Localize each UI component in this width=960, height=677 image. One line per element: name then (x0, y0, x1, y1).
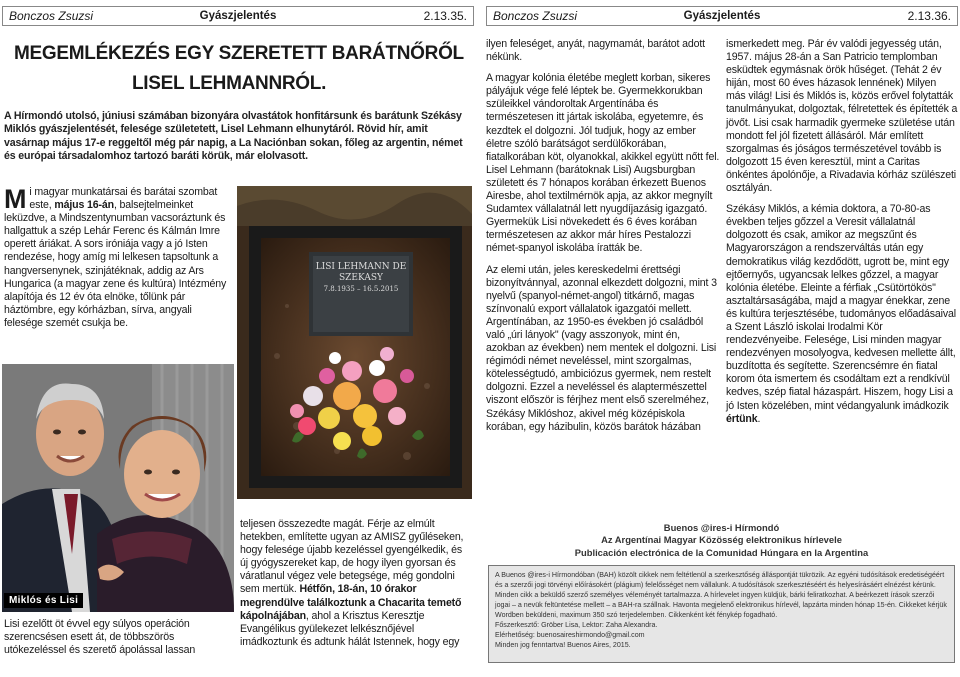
paragraph: Az elemi után, jeles kereskedelmi érettségi bizonyítvánnyal, azonnal elkezdett dolgozni, mint 3 nyelvű (spanyol-német-angol) titkárnő, magas színvonalú export vállalatok igazgatói mellett. Argentínában, az 1950-es években jó családból való „úri lányok" (vagy asszonyok, mint én, azokban az években) nem mentek el dolgozni. Lisi régimódi német neveléssel, mint szorgalmas, kötelességtudó, ambiciózus gyermek, nem restelt dolgozni. Ezzel a neveléssel és alaptermészettel viszont először is férjhez ment első szerelméhez, Székásy Miklóshoz, akivel még középiskola korában, egy házibulin, közös barátok házában (486, 263, 717, 433)
imprint-body (488, 565, 955, 663)
newsletter-subtitle-es: Publicación electrónica de la Comunidad Húngara en la Argentina (574, 546, 869, 558)
right-column-1 (486, 38, 720, 442)
newsletter-name: Buenos @ires-i Hírmondó (663, 522, 780, 533)
middle-column-bottom: teljesen összezedte magát. Férje az elmúlt hetekben, említette ugyan az AMISZ gyűléseken, hogy felesége újabb kezeléssel gyengélkedik, és új gyógyszereket kap, de hogy ilyen gyorsan és váratlanul végez vele betegsége, még gondolni sem mertük. Hétfőn, 18-án, 10 órakor megrendülve találkoztunk a Chacarita temető kápolnájában, ahol a Krisztus Keresztje Evangélikus gyülekezet lelkésznőjével imádkoztunk és adtunk hálát Istennek, hogy egy (240, 518, 464, 648)
imprint-heading (488, 514, 955, 559)
right-column-2 (726, 38, 958, 434)
header-author: Bonczos Zsuzsi (493, 9, 578, 23)
grave-inscription: LISI LEHMANN DE SZEKASY 7.8.1935 – 16.5.2015 (315, 262, 407, 293)
imprint-rights: Minden jog fenntartva! Buenos Aires, 2015. (495, 641, 631, 650)
header-section: Gyászjelentés (199, 10, 277, 22)
article-title-line2: LISEL LEHMANNRÓL. (132, 73, 327, 94)
header-author: Bonczos Zsuzsi (9, 9, 94, 23)
left-page (0, 2, 478, 675)
paragraph: Székásy Miklós, a kémia doktora, a 70-80-as években teljes gőzzel a Veresit vállalatnál dolgozott és csak, amikor az megszűnt és Magyarországon a rendszerváltás után egy demokratikus világ kezdődött, ugrott be, mint egy ejtőernyős, ugyancsak lelkes gőzzel, a magyar kolónia életébe. Eleinte a férfiak „Csütörtökös" asztaltársaságába, majd a magyar énekkar, zene és kultúra terjesztésébe, tudományos előadásaival a Szent László iskolai Irodalmi Kör rendezvényeibe. Felesége, Lisi minden magyar rendezvényen mosolyogva, kedvesen mellette állt, buzdította és segítette. Szerencsémre én fiatal korom óta ismertem és csodáltam ezt a rendkívül kedves, szép fiatal házaspárt. Hiszem, hogy Lisi a jó Isten közelében, mint védangyalunk imádkozik értünk. (726, 203, 956, 425)
right-page (484, 2, 960, 675)
grave-photo-illustration (237, 186, 472, 499)
imprint-disclaimer: A Buenos @ires-i Hírmondóban (BAH) közölt cikkek nem feltétlenül a szerkesztőség álláspontját tükrözik. Az egyéni tudósítások eredetiségéért és a szerzői jogi törvényi előírásokért (plágium) felelősséget nem vállalunk. A tudósítások szerkesztéséért és helyesírásáért elnézést kérünk. Minden cikk a beküldő szerző személyes véleményét tartalmazza. A hírlevelet ingyen küldjük, bárki feliratkozhat. A beérkezett írások szerzői jogai – a nevük feltüntetése mellett – a BAH-ra szállnak. Havonta megjelenő elektronikus hírlevél, lapzárta minden hónap 15-én. Cikkeket kérjük Wordben beküldeni, maximum 350 szó terjedelemben. Cikkenként két fénykép fogadható. (495, 571, 947, 620)
drop-cap: M (4, 184, 27, 214)
couple-photo-illustration (2, 364, 234, 612)
newsletter-imprint (488, 514, 955, 674)
imprint-email: Elérhetőség: buenosaireshirmondo@gmail.com (495, 631, 645, 640)
left-column-bottom: Lisi ezelőtt öt évvel egy súlyos operáción szerencsésen esett át, de többszörös utókezeléssel és szerető ápolással lassan (4, 618, 196, 657)
right-header (486, 6, 958, 26)
left-header (2, 6, 474, 26)
left-column-body: Mi magyar munkatársai és barátai szombat este, május 16-án, balsejtelmeinket leküzdve, a Mindszentynumban vacsoráztunk és hallgattuk a szép Lehár Ferenc és Kálmán Imre operett áriákat. A sors iróniája vagy a jó Isten rendezése, hogy amíg mi lelkesen tapsoltunk a hangversenynek, szinjátéknak, addig az Ars Hungarica (a magyar zene és kultúra) Intézmény alapítója és 12 év óta elnöke, tőlünk pár háztömbre, egy kórházban, sírva, angyali felesége szemét csukja be. (4, 184, 227, 329)
header-page-number: 2.13.35. (423, 9, 467, 23)
paragraph: ilyen feleséget, anyát, nagymamát, barátot adott nékünk. (486, 38, 705, 64)
paragraph: A magyar kolónia életébe meglett korban, sikeres pályájuk vége felé léptek be. Gyermekkorukban szüleikkel vándoroltak Argentínába és természetesen itt jártak iskolába, egyetemre, és kezdtek el dolgozni. Jól tudjuk, hogy az ember életre szóló barátságot serdülőkorában, fiatalkorában köt, olyanokkal, akikkel együtt nőtt fel. Lisel Lehmann (barátoknak Lisi) Augsburgban született és 7 hónapos korában érkezett Buenos Airesbe, ahol textilmérnök apja, az akkor megnyílt Sudamtex vállalatnál lett nyugdíjazásig igazgató. Gyermekük Lisi növekedett és 6 éves korában természetesen az akkor már híres Pestalozzi német-spanyol iskolába íratták be. (486, 72, 720, 255)
couple-photo (2, 364, 234, 612)
article-title-line1: MEGEMLÉKEZÉS EGY SZERETETT BARÁTNŐRŐL (14, 43, 464, 64)
header-section: Gyászjelentés (683, 10, 761, 22)
photo-caption: Miklós és Lisi (4, 593, 83, 608)
header-page-number: 2.13.36. (907, 9, 951, 23)
newsletter-subtitle: Az Argentínai Magyar Közösség elektronikus hírlevele (601, 534, 842, 546)
article-lead: A Hírmondó utolsó, júniusi számában bizonyára olvastátok honfitársunk és barátunk Székásy Miklós gyászjelentését, felesége születetett, Lisel Lehmann elhunytáról. Rövid hír, amit vasárnap május 17-e reggeltől még pár napig, a La Naciónban sokan, főleg az argentin, német és európai társadalomhoz tartozó baráti körük, már elolvasott. (4, 110, 463, 163)
paragraph: ismerkedett meg. Pár év valódi jegyesség után, 1957. május 28-án a San Patricio templomban esküdtek egymásnak örök hűséget. (Tehát 2 év hiján, most 60 éves házasok lennének) Milyen más világ! Lisi és Miklós is, közös erővel folytatták tanulmányukat, dolgoztak, félretettek és építették a jövőt. Lisi csak harmadik gyermeke születése után mondott fel jól fizetett állásáról. Már említett szorgalmas és jóságos természetével tovább is dolgozott 15 éven keresztül, mint a Caritas önkéntes ápolónője, a Rivadavia kórház szülészeti osztályán. (726, 38, 958, 195)
imprint-editor: Főszerkesztő: Gröber Lisa, Lektor: Zaha Alexandra. (495, 621, 658, 630)
grave-photo (237, 186, 472, 499)
